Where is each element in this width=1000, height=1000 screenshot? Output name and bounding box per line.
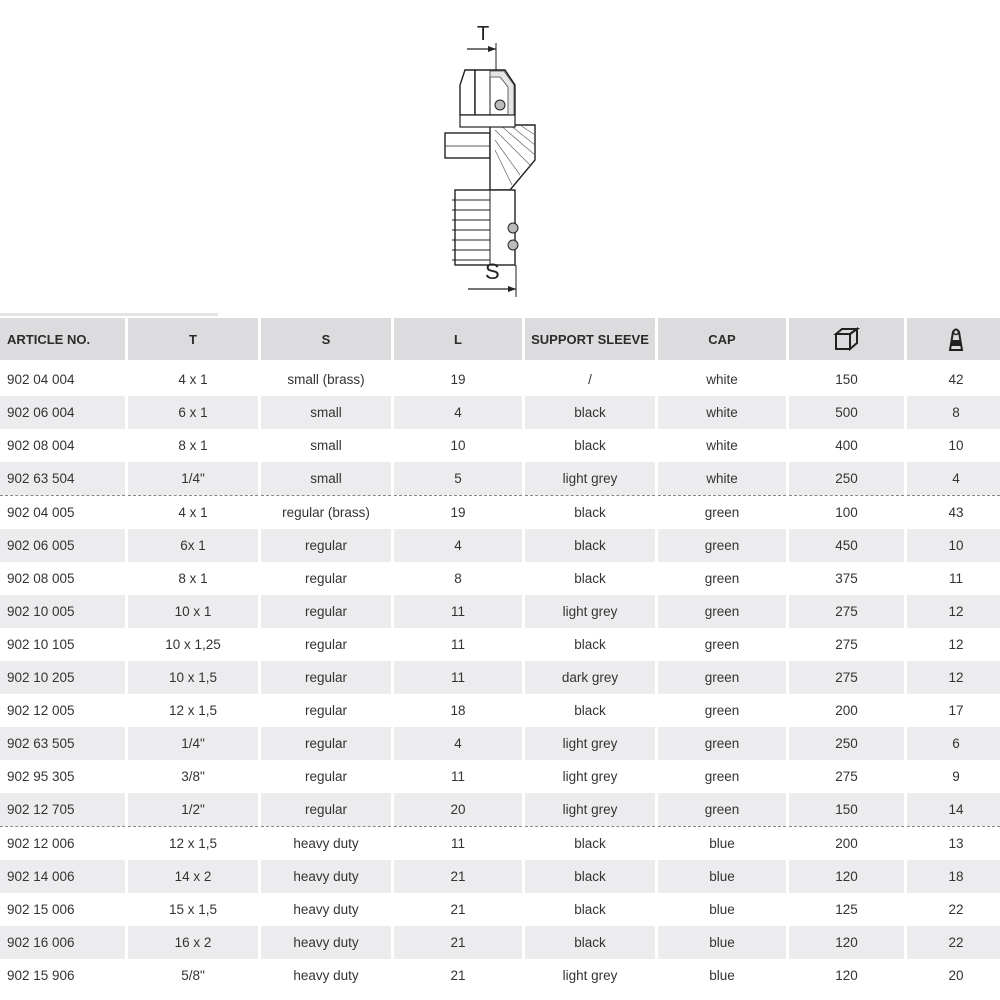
cell-box-quantity: 150 bbox=[789, 793, 904, 826]
cell-box-quantity: 275 bbox=[789, 661, 904, 694]
cell-s: heavy duty bbox=[261, 926, 391, 959]
cell-s: regular bbox=[261, 529, 391, 562]
cell-cap: green bbox=[704, 769, 740, 784]
cell-box-quantity: 275 bbox=[835, 769, 858, 784]
table-row bbox=[0, 793, 1000, 826]
cell-box-quantity: 150 bbox=[835, 372, 858, 387]
cell-cap: green bbox=[658, 727, 786, 760]
cell-support-sleeve: black bbox=[525, 860, 655, 893]
article-table bbox=[0, 318, 1000, 992]
cell-box-quantity: 120 bbox=[835, 968, 858, 983]
cell-article-no: 902 12 006 bbox=[0, 826, 125, 860]
table-row bbox=[0, 595, 1000, 628]
dimension-label-s: S bbox=[485, 259, 500, 284]
cell-box-quantity: 200 bbox=[789, 826, 904, 860]
cell-article-no: 902 15 906 bbox=[7, 968, 75, 983]
cell-t: 6x 1 bbox=[128, 529, 258, 562]
fitting-cross-section bbox=[430, 15, 550, 300]
cell-weight: 13 bbox=[907, 826, 1000, 860]
cell-t: 4 x 1 bbox=[128, 495, 258, 529]
cell-box-quantity: 450 bbox=[789, 529, 904, 562]
cell-article-no: 902 15 006 bbox=[7, 902, 75, 917]
header-s: S bbox=[261, 318, 391, 363]
table-row bbox=[0, 860, 1000, 893]
cell-weight: 10 bbox=[907, 529, 1000, 562]
cell-support-sleeve: black bbox=[525, 495, 655, 529]
cell-s: regular bbox=[304, 571, 348, 586]
cell-l: 21 bbox=[450, 902, 466, 917]
cell-article-no: 902 63 505 bbox=[0, 727, 125, 760]
header-support-sleeve: SUPPORT SLEEVE bbox=[525, 318, 655, 363]
cell-support-sleeve: black bbox=[574, 637, 606, 652]
cell-weight: 12 bbox=[907, 595, 1000, 628]
cell-l: 8 bbox=[454, 571, 462, 586]
cell-weight: 17 bbox=[948, 703, 964, 718]
cell-cap: blue bbox=[658, 860, 786, 893]
cell-article-no: 902 04 004 bbox=[7, 372, 75, 387]
header-box-quantity bbox=[789, 318, 904, 363]
cell-weight: 11 bbox=[948, 571, 963, 586]
cell-support-sleeve: black bbox=[574, 902, 606, 917]
cell-cap: green bbox=[704, 637, 740, 652]
table-row bbox=[0, 727, 1000, 760]
cell-article-no: 902 12 005 bbox=[7, 703, 75, 718]
cell-article-no: 902 63 504 bbox=[0, 462, 125, 495]
cell-cap: blue bbox=[658, 826, 786, 860]
cell-s: heavy duty bbox=[293, 902, 359, 917]
cell-box-quantity: 250 bbox=[789, 462, 904, 495]
article-table-wrapper bbox=[0, 318, 1000, 992]
cell-article-no: 902 16 006 bbox=[0, 926, 125, 959]
table-row bbox=[0, 529, 1000, 562]
cell-weight: 9 bbox=[952, 769, 960, 784]
cell-cap: white bbox=[706, 438, 738, 453]
cell-article-no: 902 10 105 bbox=[7, 637, 75, 652]
cell-article-no: 902 14 006 bbox=[0, 860, 125, 893]
cell-support-sleeve: black bbox=[525, 826, 655, 860]
cell-l: 21 bbox=[394, 926, 522, 959]
cell-t: 16 x 2 bbox=[128, 926, 258, 959]
cell-s: regular (brass) bbox=[261, 495, 391, 529]
cell-cap: blue bbox=[709, 902, 735, 917]
cell-l: 10 bbox=[450, 438, 466, 453]
cell-l: 11 bbox=[394, 826, 522, 860]
cell-s: regular bbox=[261, 661, 391, 694]
cell-s: small bbox=[261, 396, 391, 429]
cell-s: small (brass) bbox=[287, 372, 365, 387]
header-cap: CAP bbox=[658, 318, 786, 363]
cell-s: small bbox=[261, 462, 391, 495]
cell-l: 11 bbox=[450, 769, 465, 784]
table-row bbox=[0, 661, 1000, 694]
cell-s: regular bbox=[261, 793, 391, 826]
cell-t: 5/8" bbox=[181, 968, 205, 983]
cell-support-sleeve: light grey bbox=[525, 727, 655, 760]
table-row bbox=[0, 462, 1000, 495]
cell-l: 5 bbox=[394, 462, 522, 495]
cell-box-quantity: 120 bbox=[789, 860, 904, 893]
cell-l: 19 bbox=[450, 372, 466, 387]
cell-s: small bbox=[310, 438, 342, 453]
cell-box-quantity: 100 bbox=[789, 495, 904, 529]
cell-weight: 6 bbox=[907, 727, 1000, 760]
cell-cap: blue bbox=[709, 968, 735, 983]
cell-box-quantity: 120 bbox=[789, 926, 904, 959]
cell-support-sleeve: light grey bbox=[525, 595, 655, 628]
cell-weight: 4 bbox=[907, 462, 1000, 495]
table-header-row bbox=[0, 318, 1000, 363]
table-row bbox=[0, 760, 1000, 793]
cell-s: heavy duty bbox=[293, 968, 359, 983]
cell-weight: 18 bbox=[907, 860, 1000, 893]
cell-cap: green bbox=[658, 595, 786, 628]
cell-cap: white bbox=[658, 462, 786, 495]
cell-s: regular bbox=[304, 703, 348, 718]
cell-cap: green bbox=[658, 661, 786, 694]
cell-s: regular bbox=[304, 769, 348, 784]
cell-support-sleeve: dark grey bbox=[525, 661, 655, 694]
cell-box-quantity: 375 bbox=[835, 571, 858, 586]
cell-box-quantity: 250 bbox=[789, 727, 904, 760]
cell-box-quantity: 125 bbox=[835, 902, 858, 917]
table-row bbox=[0, 694, 1000, 727]
weight-icon bbox=[941, 326, 971, 352]
table-row bbox=[0, 562, 1000, 595]
cell-cap: blue bbox=[658, 926, 786, 959]
header-article-no: ARTICLE NO. bbox=[0, 318, 125, 363]
cell-t: 10 x 1,5 bbox=[128, 661, 258, 694]
cell-support-sleeve: black bbox=[574, 438, 606, 453]
cell-box-quantity: 275 bbox=[789, 595, 904, 628]
cell-t: 3/8" bbox=[181, 769, 205, 784]
cell-l: 4 bbox=[394, 529, 522, 562]
cell-l: 19 bbox=[394, 495, 522, 529]
cell-weight: 22 bbox=[907, 926, 1000, 959]
cell-weight: 43 bbox=[907, 495, 1000, 529]
cell-cap: green bbox=[658, 529, 786, 562]
cell-t: 14 x 2 bbox=[128, 860, 258, 893]
cell-t: 12 x 1,5 bbox=[128, 826, 258, 860]
cell-article-no: 902 10 005 bbox=[0, 595, 125, 628]
cell-l: 11 bbox=[450, 637, 465, 652]
cell-box-quantity: 275 bbox=[835, 637, 858, 652]
fitting-drawing bbox=[430, 15, 550, 300]
cell-box-quantity: 200 bbox=[835, 703, 858, 718]
cell-weight: 10 bbox=[948, 438, 964, 453]
cell-article-no: 902 06 005 bbox=[0, 529, 125, 562]
cell-article-no: 902 08 004 bbox=[7, 438, 75, 453]
cell-article-no: 902 06 004 bbox=[0, 396, 125, 429]
table-row bbox=[0, 926, 1000, 959]
cell-cap: green bbox=[704, 703, 740, 718]
table-body bbox=[0, 363, 1000, 992]
header-t: T bbox=[128, 318, 258, 363]
cell-s: regular bbox=[261, 595, 391, 628]
top-divider bbox=[0, 313, 218, 316]
cell-t: 8 x 1 bbox=[178, 438, 208, 453]
cell-support-sleeve: black bbox=[525, 529, 655, 562]
cell-article-no: 902 04 005 bbox=[0, 495, 125, 529]
header-l: L bbox=[394, 318, 522, 363]
cell-s: regular bbox=[304, 637, 348, 652]
cell-s: regular bbox=[261, 727, 391, 760]
table-row bbox=[0, 628, 1000, 661]
cell-support-sleeve: black bbox=[525, 396, 655, 429]
cell-support-sleeve: light grey bbox=[525, 793, 655, 826]
cell-l: 18 bbox=[450, 703, 466, 718]
cell-cap: green bbox=[658, 793, 786, 826]
cell-box-quantity: 500 bbox=[789, 396, 904, 429]
header-weight bbox=[907, 318, 1000, 363]
cell-weight: 8 bbox=[907, 396, 1000, 429]
cell-weight: 14 bbox=[907, 793, 1000, 826]
cell-weight: 12 bbox=[907, 661, 1000, 694]
cell-l: 21 bbox=[450, 968, 466, 983]
box-icon bbox=[832, 326, 862, 352]
cell-cap: white bbox=[706, 372, 738, 387]
cell-cap: green bbox=[704, 571, 740, 586]
cell-article-no: 902 08 005 bbox=[7, 571, 75, 586]
cell-article-no: 902 95 305 bbox=[7, 769, 75, 784]
cell-t: 1/2" bbox=[128, 793, 258, 826]
table-row bbox=[0, 959, 1000, 992]
table-row bbox=[0, 495, 1000, 529]
cell-s: heavy duty bbox=[261, 860, 391, 893]
cell-cap: green bbox=[658, 495, 786, 529]
cell-article-no: 902 12 705 bbox=[0, 793, 125, 826]
cell-l: 11 bbox=[394, 661, 522, 694]
cell-t: 10 x 1 bbox=[128, 595, 258, 628]
dimension-label-t: T bbox=[477, 23, 490, 45]
table-row bbox=[0, 826, 1000, 860]
cell-l: 20 bbox=[394, 793, 522, 826]
cell-t: 1/4" bbox=[128, 727, 258, 760]
cell-t: 6 x 1 bbox=[128, 396, 258, 429]
cell-t: 1/4" bbox=[128, 462, 258, 495]
table-row bbox=[0, 396, 1000, 429]
cell-cap: white bbox=[658, 396, 786, 429]
cell-weight: 22 bbox=[948, 902, 964, 917]
cell-support-sleeve: black bbox=[574, 703, 606, 718]
cell-support-sleeve: light grey bbox=[525, 462, 655, 495]
cell-weight: 12 bbox=[948, 637, 964, 652]
cell-s: heavy duty bbox=[261, 826, 391, 860]
cell-weight: 42 bbox=[948, 372, 964, 387]
cell-support-sleeve: light grey bbox=[562, 769, 618, 784]
cell-weight: 20 bbox=[948, 968, 964, 983]
cell-t: 12 x 1,5 bbox=[168, 703, 218, 718]
table-row bbox=[0, 363, 1000, 396]
cell-support-sleeve: black bbox=[574, 571, 606, 586]
table-row bbox=[0, 429, 1000, 462]
cell-box-quantity: 400 bbox=[835, 438, 858, 453]
cell-article-no: 902 10 205 bbox=[0, 661, 125, 694]
cell-t: 10 x 1,25 bbox=[165, 637, 221, 652]
cell-t: 4 x 1 bbox=[178, 372, 208, 387]
cell-support-sleeve: / bbox=[588, 372, 592, 387]
cell-l: 11 bbox=[394, 595, 522, 628]
cell-support-sleeve: black bbox=[525, 926, 655, 959]
cell-support-sleeve: light grey bbox=[562, 968, 618, 983]
cell-l: 21 bbox=[394, 860, 522, 893]
table-row bbox=[0, 893, 1000, 926]
cell-l: 4 bbox=[394, 727, 522, 760]
cell-t: 8 x 1 bbox=[178, 571, 208, 586]
cell-l: 4 bbox=[394, 396, 522, 429]
cell-t: 15 x 1,5 bbox=[168, 902, 218, 917]
